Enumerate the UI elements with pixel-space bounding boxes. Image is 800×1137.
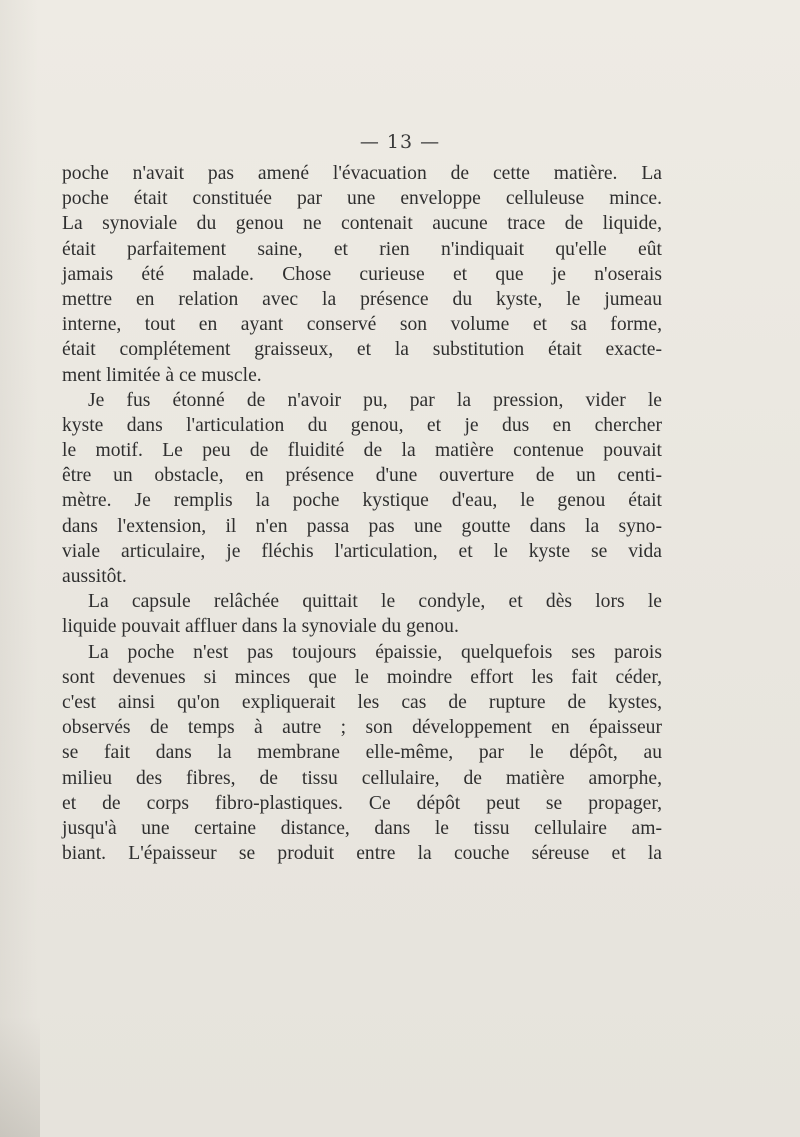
text-line: et de corps fibro-plastiques. Ce dépôt peut se propager,: [62, 792, 662, 814]
text-line: La capsule relâchée quittait le condyle, et dès lors le: [88, 591, 662, 613]
text-line: était complétement graisseux, et la substitution était exacte-: [62, 339, 662, 361]
text-line: le motif. Le peu de fluidité de la matière contenue pouvait: [62, 440, 662, 462]
text-line: jamais été malade. Chose curieuse et que je n'oserais: [62, 263, 662, 285]
text-line: La poche n'est pas toujours épaissie, quelquefois ses parois: [88, 641, 662, 663]
text-line: biant. L'épaisseur se produit entre la couche séreuse et la: [62, 843, 662, 865]
text-line: liquide pouvait affluer dans la synoviale du genou.: [62, 616, 459, 638]
text-line: aussitôt.: [62, 566, 127, 587]
text-line: interne, tout en ayant conservé son volume et sa forme,: [62, 314, 662, 336]
text-line: être un obstacle, en présence d'une ouverture de un centi-: [62, 465, 662, 487]
page-edge-shadow: [0, 0, 38, 1137]
text-line: mètre. Je remplis la poche kystique d'eau, le genou était: [62, 490, 662, 512]
text-line: viale articulaire, je fléchis l'articulation, et le kyste se vida: [62, 540, 662, 562]
text-line: se fait dans la membrane elle-même, par le dépôt, au: [62, 742, 662, 764]
body-text: [62, 161, 662, 866]
text-line: mettre en relation avec la présence du kyste, le jumeau: [62, 288, 662, 310]
text-line: dans l'extension, il n'en passa pas une goutte dans la syno-: [62, 515, 662, 537]
text-line: sont devenues si minces que le moindre effort les fait céder,: [62, 666, 662, 688]
text-line: milieu des fibres, de tissu cellulaire, de matière amorphe,: [62, 767, 662, 789]
text-line: était parfaitement saine, et rien n'indiquait qu'elle eût: [62, 238, 662, 260]
text-line: La synoviale du genou ne contenait aucune trace de liquide,: [62, 213, 662, 235]
text-line: Je fus étonné de n'avoir pu, par la pression, vider le: [88, 389, 662, 411]
text-line: poche était constituée par une enveloppe celluleuse mince.: [62, 188, 662, 210]
text-line: kyste dans l'articulation du genou, et je dus en chercher: [62, 414, 662, 436]
text-line: c'est ainsi qu'on expliquerait les cas de rupture de kystes,: [62, 691, 662, 713]
page-number: — 13 —: [359, 131, 441, 153]
text-line: poche n'avait pas amené l'évacuation de cette matière. La: [62, 163, 662, 184]
page-corner-stain: [0, 1017, 40, 1137]
text-line: jusqu'à une certaine distance, dans le tissu cellulaire am-: [62, 817, 662, 839]
text-line: ment limitée à ce muscle.: [62, 364, 262, 386]
text-line: observés de temps à autre ; son développement en épaisseur: [62, 717, 662, 739]
